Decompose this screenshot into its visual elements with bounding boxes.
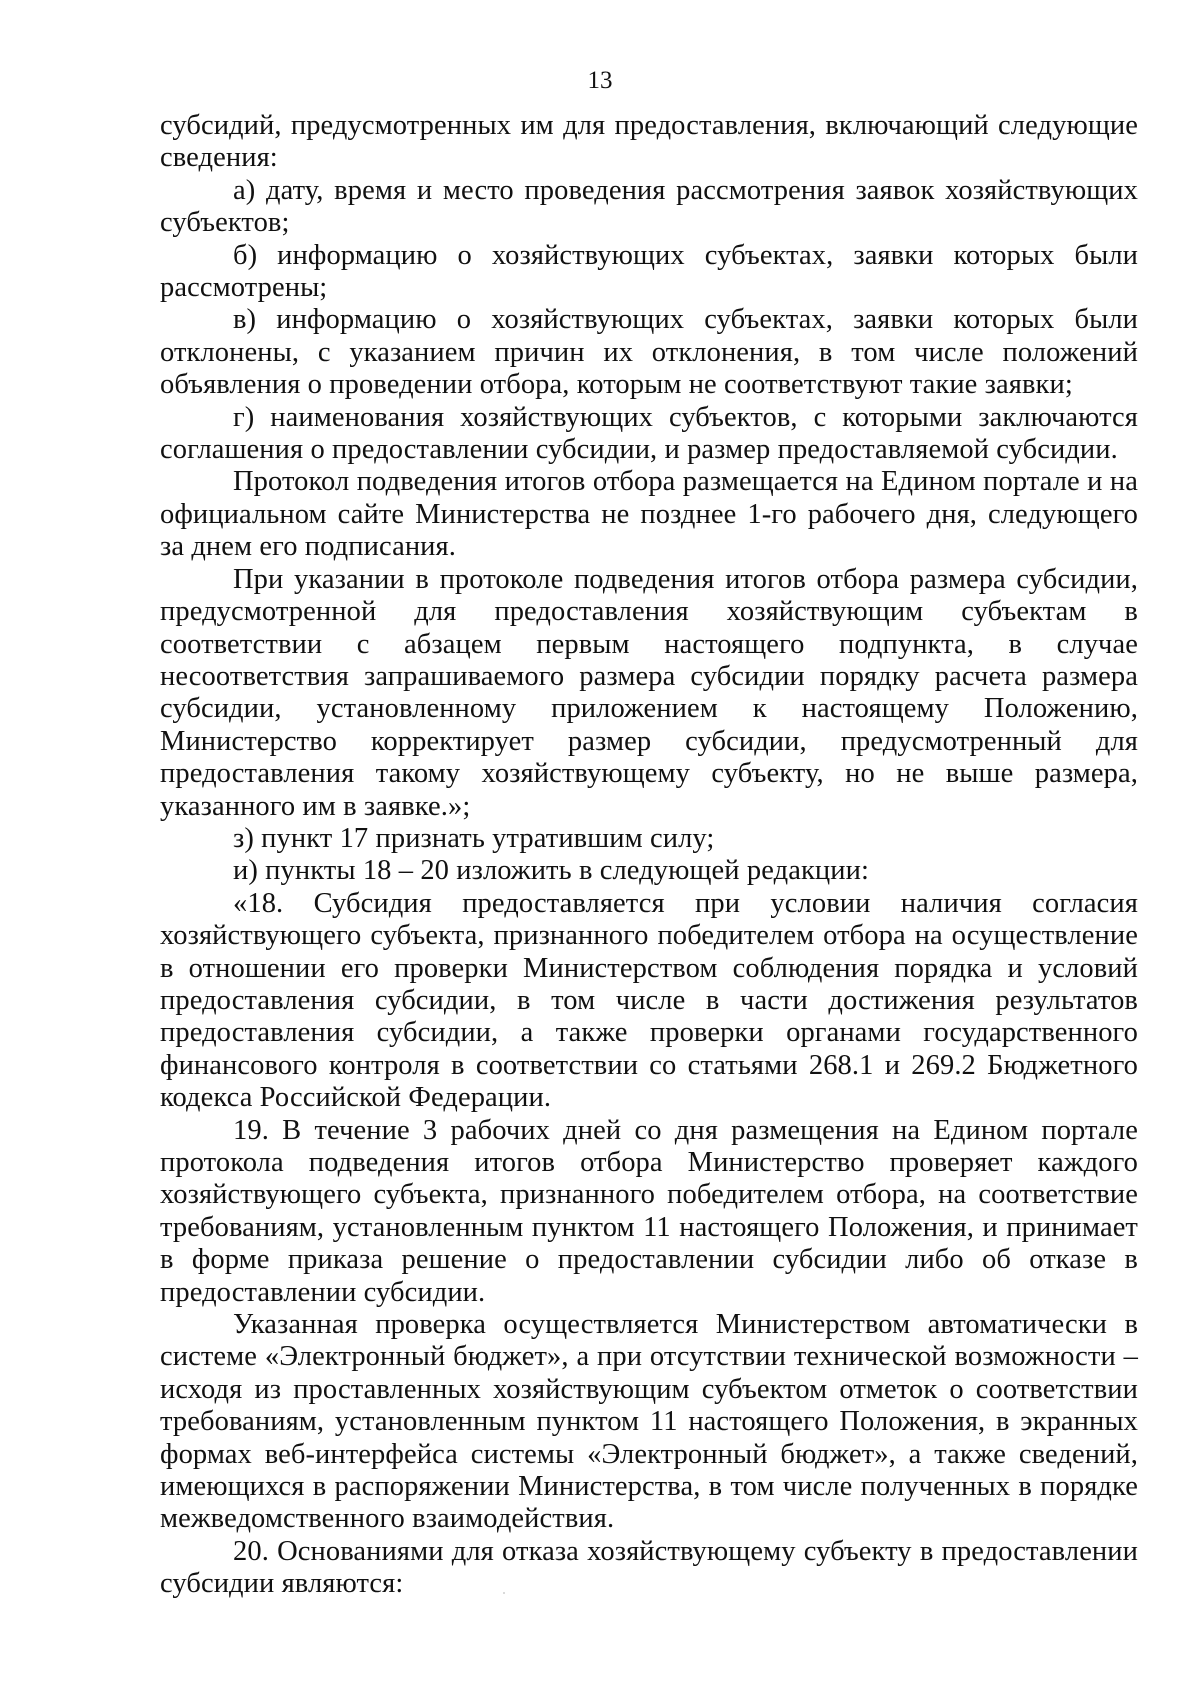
scan-artifact xyxy=(503,1592,505,1594)
list-item-z: з) пункт 17 признать утратившим силу; xyxy=(233,822,715,854)
clause-20: 20. Основаниями для отказа хозяйствующему субъекту в предоставлении субсидии являются: xyxy=(160,1535,1138,1600)
list-item-a: а) дату, время и место проведения рассмотрения заявок хозяйствующих субъектов; xyxy=(160,174,1138,239)
paragraph-continuation: субсидий, предусмотренных им для предоставления, включающий следующие сведения: xyxy=(160,110,1138,174)
paragraph-protocol-publication: Протокол подведения итогов отбора размещается на Едином портале и на официальном сайте Министерства не позднее 1-го рабочего дня, следующего за днем его подписания. xyxy=(160,466,1138,563)
list-item-i: и) пункты 18 – 20 изложить в следующей редакции: xyxy=(233,855,869,887)
list-item-b: б) информацию о хозяйствующих субъектах, заявки которых были рассмотрены; xyxy=(160,239,1138,304)
document-body xyxy=(160,110,1138,1601)
list-item-g: г) наименования хозяйствующих субъектов, с которыми заключаются соглашения о предоставлении субсидии, и размер предоставляемой субсидии. xyxy=(160,401,1138,466)
paragraph-verification: Указанная проверка осуществляется Министерством автоматически в системе «Электронный бюджет», а при отсутствии технической возможности – исходя из проставленных хозяйствующим субъектом отметок о соответствии требованиям, установленным пунктом 11 настоящего Положения, в экранных формах веб-интерфейса системы «Электронный бюджет», а также сведений, имеющихся в распоряжении Министерства, в том числе полученных в порядке межведомственного взаимодействия. xyxy=(160,1309,1138,1535)
clause-19: 19. В течение 3 рабочих дней со дня размещения на Едином портале протокола подведения итогов отбора Министерство проверяет каждого хозяйствующего субъекта, признанного победителем отбора, на соответствие требованиям, установленным пунктом 11 настоящего Положения, и принимает в форме приказа решение о предоставлении субсидии либо об отказе в предоставлении субсидии. xyxy=(160,1114,1138,1308)
page-number: 13 xyxy=(587,67,613,94)
list-item-v: в) информацию о хозяйствующих субъектах, заявки которых были отклонены, с указанием причин их отклонения, в том числе положений объявления о проведении отбора, которым не соответствуют такие заявки; xyxy=(160,304,1138,401)
paragraph-subsidy-correction: При указании в протоколе подведения итогов отбора размера субсидии, предусмотренной для предоставления хозяйствующим субъектам в соответствии с абзацем первым настоящего подпункта, в случае несоответствия запрашиваемого размера субсидии порядку расчета размера субсидии, установленному приложением к настоящему Положению, Министерство корректирует размер субсидии, предусмотренный для предоставления такому хозяйствующему субъекту, но не выше размера, указанного им в заявке.»; xyxy=(160,563,1138,822)
clause-18: «18. Субсидия предоставляется при условии наличия согласия хозяйствующего субъекта, признанного победителем отбора на осуществление в отношении его проверки Министерством соблюдения порядка и условий предоставления субсидии, в том числе в части достижения результатов предоставления субсидии, а также проверки органами государственного финансового контроля в соответствии со статьями 268.1 и 269.2 Бюджетного кодекса Российской Федерации. xyxy=(160,887,1138,1114)
